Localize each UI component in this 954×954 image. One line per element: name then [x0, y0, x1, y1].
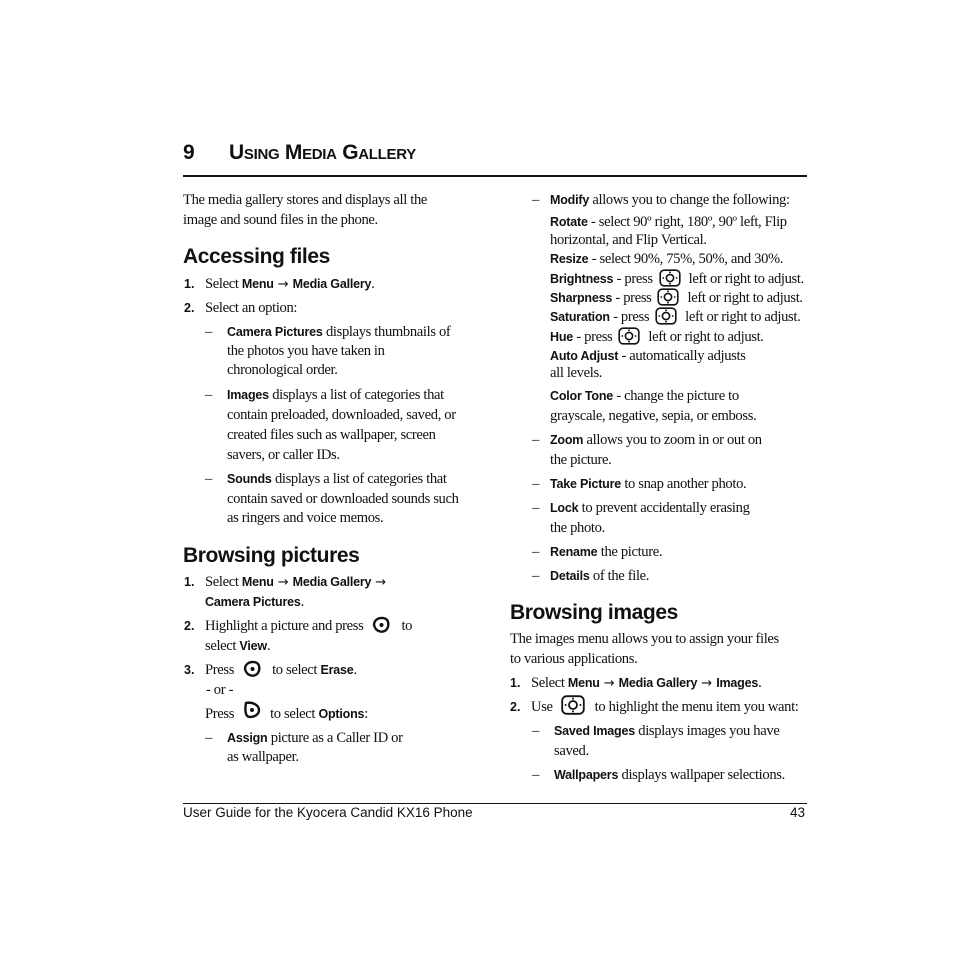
option-text: as wallpaper. — [227, 749, 299, 765]
pictures-step-3 — [205, 660, 357, 680]
pictures-step-2-cont — [205, 636, 270, 656]
step-text: to select — [270, 706, 319, 722]
step-number: 2. — [510, 700, 521, 714]
menu-label: Menu — [241, 575, 274, 589]
option-text: displays a list of categories that — [271, 471, 447, 487]
setting-text: left or right to adjust. — [685, 309, 801, 325]
images-step-2 — [531, 697, 799, 717]
pictures-step-3-alt — [205, 704, 368, 724]
option-images — [227, 385, 444, 405]
punctuation: . — [758, 675, 762, 691]
option-text: displays a list of categories that — [268, 387, 444, 403]
option-text: the picture. — [550, 452, 612, 468]
option-details — [550, 566, 649, 586]
setting-text: left or right to adjust. — [687, 290, 803, 306]
modify-saturation — [550, 307, 800, 327]
option-wallpapers — [554, 765, 785, 785]
arrow-right-icon: → — [375, 575, 387, 590]
left-softkey-icon — [371, 615, 391, 635]
setting-text: - press — [612, 290, 652, 306]
menu-label: Menu — [241, 277, 274, 291]
option-text: allows you to change the following: — [589, 192, 790, 208]
media-gallery-label: Media Gallery — [618, 676, 698, 690]
option-take-picture — [550, 474, 746, 494]
option-text: allows you to zoom in or out on — [583, 432, 762, 448]
intro-line-2: image and sound files in the phone. — [183, 212, 378, 228]
option-label: Lock — [550, 501, 579, 515]
option-assign — [227, 728, 403, 748]
option-text: created files such as wallpaper, screen — [227, 427, 436, 443]
navigation-key-icon — [618, 327, 640, 345]
step-number: 2. — [184, 619, 195, 633]
option-text: the picture. — [597, 544, 663, 560]
accessing-step-1 — [205, 274, 375, 295]
page-number: 43 — [790, 805, 806, 820]
option-label: Camera Pictures — [227, 325, 323, 339]
option-label: Take Picture — [550, 477, 622, 491]
navigation-key-icon — [561, 695, 585, 715]
bullet-dash: – — [532, 568, 540, 584]
option-label: Assign — [227, 731, 268, 745]
option-text: contain saved or downloaded sounds such — [227, 491, 459, 507]
accessing-step-2: Select an option: — [205, 300, 298, 316]
setting-text: - select 90º right, 180º, 90º left, Flip — [587, 214, 787, 230]
bullet-dash: – — [532, 767, 540, 783]
footer-title: User Guide for the Kyocera Candid KX16 Phone — [183, 805, 473, 820]
option-text: to prevent accidentally erasing — [578, 500, 750, 516]
setting-label: Saturation — [550, 310, 610, 324]
setting-text: - press — [573, 329, 613, 345]
step-text: Select — [205, 574, 242, 590]
erase-label: Erase — [320, 663, 354, 677]
bullet-dash: – — [532, 544, 540, 560]
bullet-dash: – — [532, 476, 540, 492]
option-text: picture as a Caller ID or — [267, 730, 403, 746]
setting-label: Auto Adjust — [550, 349, 619, 363]
option-rename — [550, 542, 662, 562]
step-text: to highlight the menu item you want: — [594, 699, 799, 715]
option-text: displays thumbnails of — [322, 324, 451, 340]
bullet-dash: – — [532, 432, 540, 448]
step-number: 2. — [184, 301, 195, 315]
arrow-right-icon: → — [277, 575, 289, 590]
punctuation: . — [353, 662, 357, 678]
option-text: displays images you have — [634, 723, 780, 739]
setting-text: - select 90%, 75%, 50%, and 30%. — [588, 251, 784, 267]
bullet-dash: – — [205, 471, 213, 487]
setting-text: left or right to adjust. — [648, 329, 764, 345]
pictures-step-1 — [205, 572, 386, 593]
option-zoom — [550, 430, 762, 450]
setting-label: Resize — [550, 252, 589, 266]
view-label: View — [239, 639, 267, 653]
punctuation: : — [364, 706, 368, 722]
chapter-title: Using Media Gallery — [229, 141, 416, 164]
chapter-number: 9 — [183, 141, 195, 164]
images-intro-line-1: The images menu allows you to assign your files — [510, 631, 779, 647]
arrow-right-icon: → — [277, 277, 289, 292]
bullet-dash: – — [532, 723, 540, 739]
step-text: Use — [531, 699, 553, 715]
setting-text: grayscale, negative, sepia, or emboss. — [550, 408, 757, 424]
option-text: savers, or caller IDs. — [227, 447, 340, 463]
arrow-right-icon: → — [603, 676, 615, 691]
section-heading-browsing-images: Browsing images — [510, 601, 678, 624]
option-text: the photos you have taken in — [227, 343, 385, 359]
navigation-key-icon — [655, 307, 677, 325]
option-label: Zoom — [550, 433, 584, 447]
option-label: Sounds — [227, 472, 272, 486]
media-gallery-label: Media Gallery — [292, 277, 372, 291]
setting-label: Brightness — [550, 272, 614, 286]
intro-line-1: The media gallery stores and displays all the — [183, 192, 428, 208]
option-camera-pictures — [227, 322, 450, 342]
option-label: Wallpapers — [554, 768, 619, 782]
option-text: chronological order. — [227, 362, 338, 378]
modify-hue — [550, 327, 764, 347]
step-text: to — [401, 618, 413, 634]
step-number: 1. — [184, 277, 195, 291]
modify-sharpness — [550, 288, 803, 308]
option-label: Modify — [550, 193, 590, 207]
setting-text: left or right to adjust. — [688, 271, 804, 287]
pictures-step-2 — [205, 616, 412, 636]
option-sounds — [227, 469, 447, 489]
modify-rotate — [550, 212, 787, 232]
setting-text: - automatically adjusts — [618, 348, 746, 364]
option-label: Details — [550, 569, 590, 583]
option-label: Rename — [550, 545, 598, 559]
bullet-dash: – — [532, 500, 540, 516]
header-rule — [183, 175, 807, 177]
setting-text: - press — [609, 309, 650, 325]
setting-label: Sharpness — [550, 291, 613, 305]
images-step-1 — [531, 673, 761, 694]
punctuation: . — [266, 638, 271, 654]
footer-rule — [183, 803, 807, 804]
option-text: to snap another photo. — [621, 476, 747, 492]
camera-pictures-label: Camera Pictures — [205, 595, 301, 609]
left-softkey-icon — [242, 659, 262, 679]
setting-text: - press — [613, 271, 653, 287]
punctuation: . — [371, 276, 375, 292]
modify-color-tone — [550, 386, 739, 406]
menu-label: Menu — [567, 676, 600, 690]
bullet-dash: – — [532, 192, 540, 208]
step-number: 1. — [184, 575, 195, 589]
media-gallery-label: Media Gallery — [292, 575, 372, 589]
step-text: to select — [272, 662, 321, 678]
option-text: saved. — [554, 743, 589, 759]
modify-resize — [550, 249, 783, 269]
step-number: 3. — [184, 663, 195, 677]
option-text: as ringers and voice memos. — [227, 510, 384, 526]
bullet-dash: – — [205, 387, 213, 403]
bullet-dash: – — [205, 324, 213, 340]
step-number: 1. — [510, 676, 521, 690]
option-label: Saved Images — [554, 724, 635, 738]
modify-brightness — [550, 269, 804, 289]
setting-label: Color Tone — [550, 389, 614, 403]
setting-label: Rotate — [550, 215, 588, 229]
section-heading-browsing-pictures: Browsing pictures — [183, 544, 360, 567]
option-lock — [550, 498, 750, 518]
or-separator: - or - — [206, 682, 234, 698]
navigation-key-icon — [657, 288, 679, 306]
option-text: contain preloaded, downloaded, saved, or — [227, 407, 456, 423]
option-text: the photo. — [550, 520, 605, 536]
step-text: Press — [205, 706, 235, 722]
setting-text: horizontal, and Flip Vertical. — [550, 232, 707, 248]
images-intro-line-2: to various applications. — [510, 651, 638, 667]
bullet-dash: – — [205, 730, 213, 746]
option-text: displays wallpaper selections. — [618, 767, 785, 783]
setting-text: all levels. — [550, 365, 603, 381]
options-label: Options — [318, 707, 365, 721]
setting-text: - change the picture to — [613, 388, 739, 404]
punctuation: . — [300, 594, 304, 610]
option-saved-images — [554, 721, 779, 741]
step-text: select — [205, 638, 240, 654]
option-label: Images — [227, 388, 269, 402]
images-label: Images — [716, 676, 759, 690]
pictures-step-1-cont — [205, 592, 304, 612]
arrow-right-icon: → — [701, 676, 713, 691]
step-text: Select — [531, 675, 568, 691]
option-modify — [550, 190, 790, 210]
section-heading-accessing-files: Accessing files — [183, 245, 330, 268]
setting-label: Hue — [550, 330, 574, 344]
step-text: Press — [205, 662, 235, 678]
navigation-key-icon — [659, 269, 681, 287]
step-text: Highlight a picture and press — [205, 618, 364, 634]
right-softkey-icon — [242, 700, 262, 720]
option-text: of the file. — [589, 568, 650, 584]
step-text: Select — [205, 276, 242, 292]
